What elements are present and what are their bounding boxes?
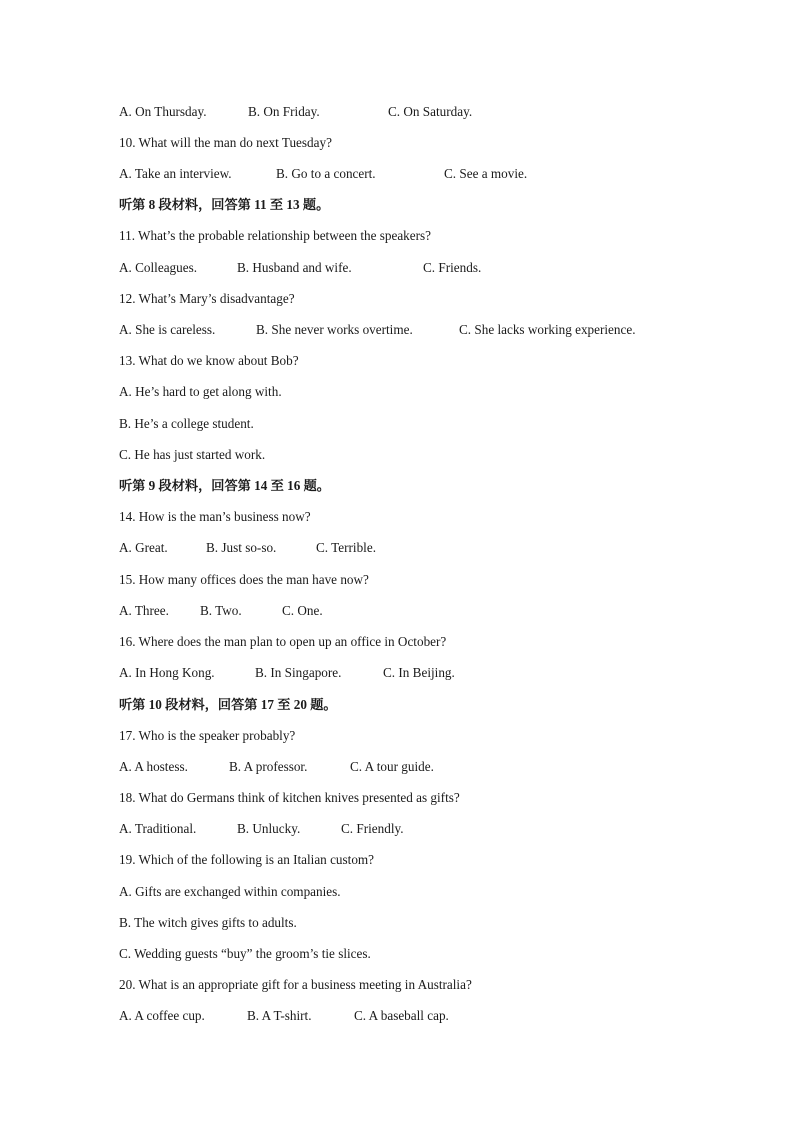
q14-question: 14. How is the man’s business now? bbox=[119, 509, 311, 524]
q10-option-c: C. See a movie. bbox=[444, 166, 528, 181]
q16-option-a: A. In Hong Kong. bbox=[119, 665, 215, 680]
q17-question: 17. Who is the speaker probably? bbox=[119, 728, 296, 743]
q15-question: 15. How many offices does the man have now? bbox=[119, 572, 369, 587]
q10-option-a: A. Take an interview. bbox=[119, 166, 232, 181]
q20-question: 20. What is an appropriate gift for a business meeting in Australia? bbox=[119, 977, 472, 992]
q16-option-b: B. In Singapore. bbox=[255, 665, 342, 680]
q17-option-b: B. A professor. bbox=[229, 759, 308, 774]
q9-option-b: B. On Friday. bbox=[248, 104, 320, 119]
q15-option-c: C. One. bbox=[282, 603, 323, 618]
q13-option-a: A. He’s hard to get along with. bbox=[119, 384, 282, 399]
q20-option-c: C. A baseball cap. bbox=[354, 1008, 449, 1023]
q19-option-a: A. Gifts are exchanged within companies. bbox=[119, 884, 341, 899]
q11-option-b: B. Husband and wife. bbox=[237, 260, 352, 275]
q18-option-b: B. Unlucky. bbox=[237, 821, 301, 836]
q18-option-c: C. Friendly. bbox=[341, 821, 404, 836]
q15-option-b: B. Two. bbox=[200, 603, 242, 618]
q18-question: 18. What do Germans think of kitchen knives presented as gifts? bbox=[119, 790, 460, 805]
q12-option-b: B. She never works overtime. bbox=[256, 322, 413, 337]
q14-option-a: A. Great. bbox=[119, 540, 168, 555]
q13-option-b: B. He’s a college student. bbox=[119, 416, 254, 431]
q11-option-c: C. Friends. bbox=[423, 260, 482, 275]
q12-option-a: A. She is careless. bbox=[119, 322, 216, 337]
q14-option-c: C. Terrible. bbox=[316, 540, 376, 555]
section-9-heading: 听第 9 段材料，回答第 14 至 16 题。 bbox=[119, 478, 330, 493]
q13-option-c: C. He has just started work. bbox=[119, 447, 266, 462]
q16-option-c: C. In Beijing. bbox=[383, 665, 455, 680]
q17-option-a: A. A hostess. bbox=[119, 759, 188, 774]
q19-option-b: B. The witch gives gifts to adults. bbox=[119, 915, 297, 930]
q12-question: 12. What’s Mary’s disadvantage? bbox=[119, 291, 295, 306]
q10-question: 10. What will the man do next Tuesday? bbox=[119, 135, 332, 150]
q9-option-a: A. On Thursday. bbox=[119, 104, 207, 119]
q13-question: 13. What do we know about Bob? bbox=[119, 353, 299, 368]
section-8-heading: 听第 8 段材料，回答第 11 至 13 题。 bbox=[119, 197, 330, 212]
q16-question: 16. Where does the man plan to open up an office in October? bbox=[119, 634, 447, 649]
q20-option-b: B. A T-shirt. bbox=[247, 1008, 312, 1023]
q12-option-c: C. She lacks working experience. bbox=[459, 322, 636, 337]
q10-option-b: B. Go to a concert. bbox=[276, 166, 376, 181]
q11-question: 11. What’s the probable relationship between the speakers? bbox=[119, 228, 431, 243]
q18-option-a: A. Traditional. bbox=[119, 821, 197, 836]
q17-option-c: C. A tour guide. bbox=[350, 759, 434, 774]
q20-option-a: A. A coffee cup. bbox=[119, 1008, 205, 1023]
q19-option-c: C. Wedding guests “buy” the groom’s tie slices. bbox=[119, 946, 371, 961]
q11-option-a: A. Colleagues. bbox=[119, 260, 198, 275]
section-10-heading: 听第 10 段材料，回答第 17 至 20 题。 bbox=[119, 697, 337, 712]
q15-option-a: A. Three. bbox=[119, 603, 169, 618]
q19-question: 19. Which of the following is an Italian custom? bbox=[119, 852, 375, 867]
q9-option-c: C. On Saturday. bbox=[388, 104, 473, 119]
q14-option-b: B. Just so-so. bbox=[206, 540, 277, 555]
